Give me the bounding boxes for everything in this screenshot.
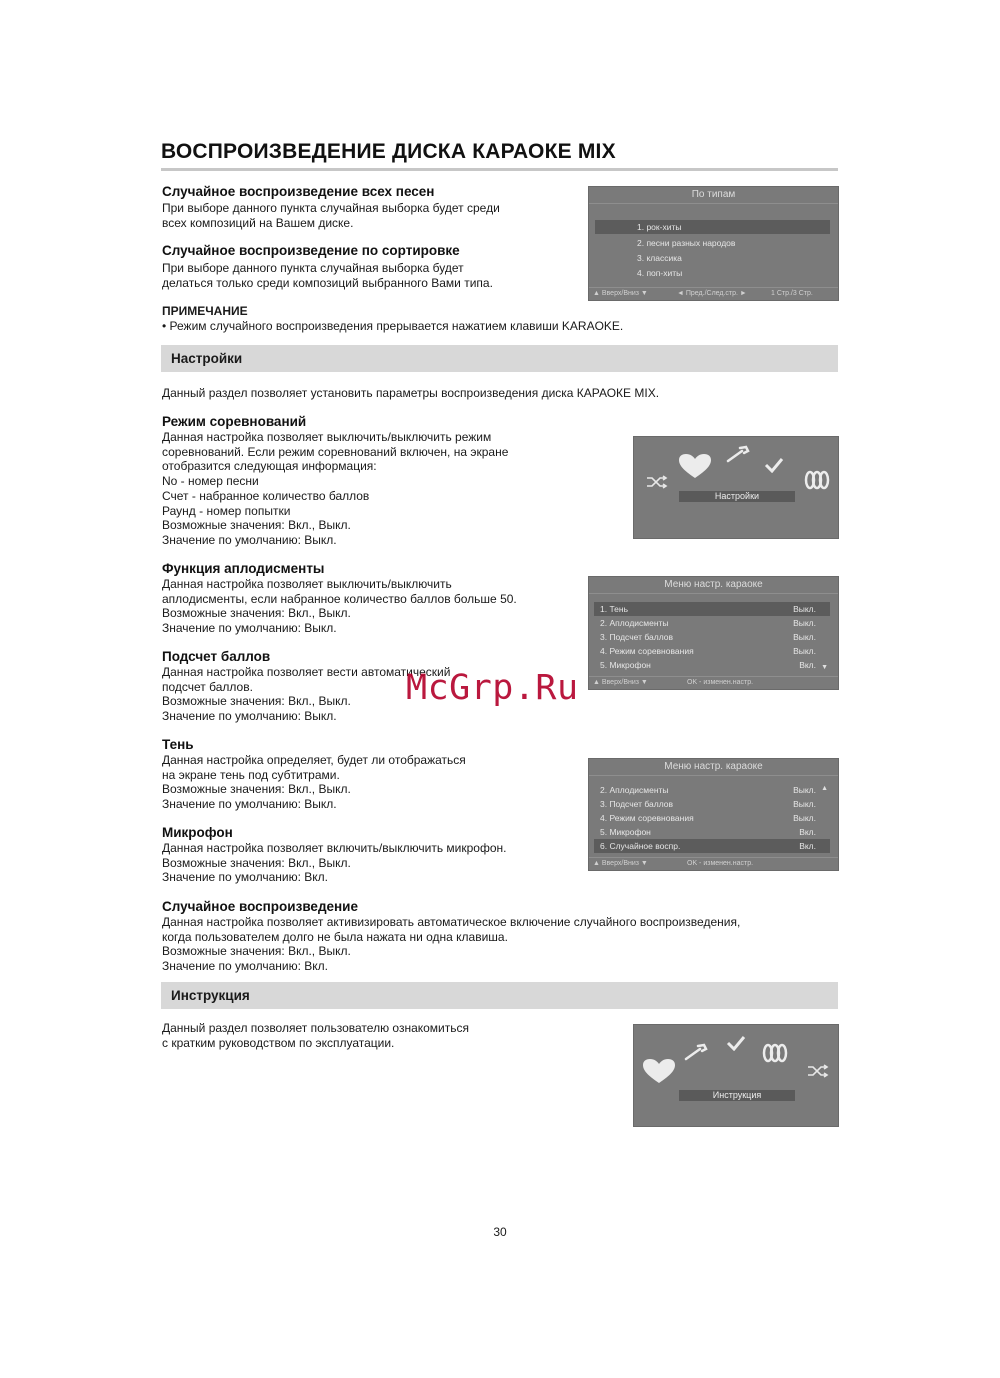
footer-ok: OK - изменен.настр. bbox=[687, 679, 754, 686]
text-line: Значение по умолчанию: Вкл. bbox=[162, 959, 328, 974]
row-label: 4. Режим соревнования bbox=[600, 646, 694, 656]
text-line: делаться только среди композиций выбранного Вами типа. bbox=[162, 275, 493, 290]
competition-heading: Режим соревнований bbox=[162, 414, 307, 429]
text-line: Возможные значения: Вкл., Выкл. bbox=[162, 944, 351, 959]
text-line: No - номер песни bbox=[162, 474, 259, 489]
menu-row[interactable] bbox=[594, 825, 830, 839]
text-line: на экране тень под субтитрами. bbox=[162, 767, 340, 782]
random-sort-text bbox=[162, 261, 493, 290]
text-line: соревнований. Если режим соревнований включен, на экране bbox=[162, 444, 509, 459]
text-line: Возможные значения: Вкл., Выкл. bbox=[162, 694, 351, 709]
random-all-heading: Случайное воспроизведение всех песен bbox=[162, 184, 435, 199]
scroll-down-icon[interactable]: ▼ bbox=[821, 664, 828, 671]
text-line: с кратким руководством по эксплуатации. bbox=[162, 1035, 395, 1050]
check-icon bbox=[726, 1035, 746, 1051]
settings-intro: Данный раздел позволяет установить параметры воспроизведения диска КАРАОКЕ MIX. bbox=[162, 386, 660, 400]
types-menu-footer bbox=[589, 287, 838, 300]
menu-row[interactable] bbox=[594, 783, 830, 797]
text-line: Данная настройка позволяет выключить/выключить bbox=[162, 577, 452, 591]
menu-row[interactable] bbox=[594, 644, 830, 658]
text-line: Значение по умолчанию: Выкл. bbox=[162, 797, 337, 812]
row-value: Выкл. bbox=[793, 632, 816, 642]
text-line: Возможные значения: Вкл., Выкл. bbox=[162, 518, 351, 533]
footer-updown: ▲ Вверх/Вниз ▼ bbox=[593, 290, 648, 297]
text-line: аплодисменты, если набранное количество баллов больше 50. bbox=[162, 591, 517, 606]
text-line: Возможные значения: Вкл., Выкл. bbox=[162, 782, 351, 797]
row-label: 5. Микрофон bbox=[600, 827, 651, 837]
footer-updown: ▲ Вверх/Вниз ▼ bbox=[593, 860, 648, 867]
footer-pages: 1 Стр./3 Стр. bbox=[771, 290, 813, 297]
check-icon bbox=[764, 457, 784, 473]
row-label: 5. Микрофон bbox=[600, 660, 651, 670]
row-label: 6. Случайное воспр. bbox=[600, 841, 681, 851]
row-value: Выкл. bbox=[793, 785, 816, 795]
text-line: Раунд - номер попытки bbox=[162, 503, 291, 518]
text-line: При выборе данного пункта случайная выборка будет bbox=[162, 261, 464, 275]
wrench-icon bbox=[726, 445, 750, 463]
shadow-text bbox=[162, 753, 466, 812]
types-menu-item[interactable] bbox=[595, 236, 830, 250]
text-line: Значение по умолчанию: Выкл. bbox=[162, 621, 337, 636]
instruction-text bbox=[162, 1021, 469, 1050]
settings-section-bar: Настройки bbox=[161, 345, 838, 372]
menu-row[interactable] bbox=[594, 630, 830, 644]
types-menu-item[interactable] bbox=[595, 251, 830, 265]
text-line: Данная настройка позволяет включить/выключить микрофон. bbox=[162, 841, 507, 855]
row-label: 4. Режим соревнования bbox=[600, 813, 694, 823]
item-label: 2. песни разных народов bbox=[637, 238, 736, 248]
menu-row[interactable] bbox=[594, 839, 830, 853]
random-all-text bbox=[162, 201, 500, 230]
settings-icon-panel bbox=[633, 436, 839, 539]
item-label: 4. поп-хиты bbox=[637, 268, 683, 278]
scroll-up-icon[interactable]: ▲ bbox=[821, 785, 828, 792]
page-title: ВОСПРОИЗВЕДЕНИЕ ДИСКА КАРАОКЕ MIX bbox=[161, 140, 616, 163]
menu-row[interactable] bbox=[594, 658, 830, 672]
row-value: Выкл. bbox=[793, 646, 816, 656]
text-line: когда пользователем долго не была нажата ни одна клавиша. bbox=[162, 929, 508, 944]
row-label: 3. Подсчет баллов bbox=[600, 799, 674, 809]
note-title: ПРИМЕЧАНИЕ bbox=[162, 304, 248, 318]
instruction-icon-panel bbox=[633, 1024, 839, 1127]
text-line: подсчет баллов. bbox=[162, 679, 253, 694]
karaoke-menu-1-footer bbox=[589, 676, 838, 689]
random-setting-text bbox=[162, 915, 740, 974]
applause-heading: Функция аплодисменты bbox=[162, 561, 325, 576]
karaoke-menu-2-footer bbox=[589, 857, 838, 870]
row-label: 2. Аплодисменты bbox=[600, 618, 669, 628]
footer-ok: OK - изменен.настр. bbox=[687, 860, 754, 867]
row-value: Вкл. bbox=[799, 827, 816, 837]
types-menu bbox=[588, 186, 839, 301]
mic-heading: Микрофон bbox=[162, 825, 233, 840]
mic-text bbox=[162, 841, 506, 885]
shadow-heading: Тень bbox=[162, 737, 194, 752]
row-label: 1. Тень bbox=[600, 604, 629, 614]
page-number: 30 bbox=[493, 1225, 507, 1239]
row-value: Выкл. bbox=[793, 799, 816, 809]
discs-icon bbox=[804, 470, 830, 490]
karaoke-menu-2-title: Меню настр. караоке bbox=[589, 759, 838, 776]
item-label: 1. рок-хиты bbox=[637, 222, 682, 232]
random-sort-heading: Случайное воспроизведение по сортировке bbox=[162, 243, 460, 258]
discs-icon bbox=[762, 1043, 788, 1063]
row-label: 3. Подсчет баллов bbox=[600, 632, 674, 642]
karaoke-menu-1 bbox=[588, 576, 839, 690]
row-value: Выкл. bbox=[793, 604, 816, 614]
text-line: Значение по умолчанию: Выкл. bbox=[162, 709, 337, 724]
menu-row[interactable] bbox=[594, 616, 830, 630]
text-line: Данная настройка определяет, будет ли отображаться bbox=[162, 753, 466, 767]
types-menu-title: По типам bbox=[589, 187, 838, 204]
row-value: Выкл. bbox=[793, 618, 816, 628]
text-line: Счет - набранное количество баллов bbox=[162, 488, 370, 503]
text-line: Возможные значения: Вкл., Выкл. bbox=[162, 855, 351, 870]
heart-icon bbox=[642, 1058, 676, 1084]
score-heading: Подсчет баллов bbox=[162, 649, 271, 664]
text-line: отобразится следующая информация: bbox=[162, 459, 377, 474]
text-line: Возможные значения: Вкл., Выкл. bbox=[162, 606, 351, 621]
wrench-icon bbox=[684, 1043, 708, 1061]
menu-row[interactable] bbox=[594, 602, 830, 616]
text-line: Данный раздел позволяет пользователю ознакомиться bbox=[162, 1021, 470, 1035]
text-line: Данная настройка позволяет активизировать автоматическое включение случайного воспроизведения, bbox=[162, 915, 741, 929]
watermark: McGrp.Ru bbox=[406, 668, 579, 708]
applause-text bbox=[162, 577, 517, 636]
text-line: Значение по умолчанию: Выкл. bbox=[162, 532, 337, 547]
row-value: Выкл. bbox=[793, 813, 816, 823]
instruction-section-bar: Инструкция bbox=[161, 982, 838, 1009]
row-label: 2. Аплодисменты bbox=[600, 785, 669, 795]
shuffle-icon bbox=[646, 475, 668, 489]
karaoke-menu-1-title: Меню настр. караоке bbox=[589, 577, 838, 594]
footer-updown: ▲ Вверх/Вниз ▼ bbox=[593, 679, 648, 686]
types-menu-item[interactable] bbox=[595, 266, 830, 280]
item-label: 3. классика bbox=[637, 253, 682, 263]
note-text: • Режим случайного воспроизведения прерывается нажатием клавиши KARAOKE. bbox=[162, 319, 624, 333]
text-line: Данная настройка позволяет вести автоматический bbox=[162, 665, 451, 679]
types-menu-item[interactable] bbox=[595, 220, 830, 234]
row-value: Вкл. bbox=[799, 660, 816, 670]
menu-row[interactable] bbox=[594, 811, 830, 825]
title-rule bbox=[161, 168, 838, 171]
text-line: Данная настройка позволяет выключить/выключить режим bbox=[162, 430, 492, 444]
competition-text bbox=[162, 430, 508, 548]
settings-panel-label: Настройки bbox=[679, 491, 795, 502]
row-value: Вкл. bbox=[799, 841, 816, 851]
random-setting-heading: Случайное воспроизведение bbox=[162, 899, 358, 914]
heart-icon bbox=[678, 453, 712, 479]
footer-prevnext: ◄ Пред./След.стр. ► bbox=[677, 290, 747, 297]
instruction-panel-label: Инструкция bbox=[679, 1090, 795, 1101]
menu-row[interactable] bbox=[594, 797, 830, 811]
shuffle-icon bbox=[807, 1064, 829, 1078]
text-line: При выборе данного пункта случайная выборка будет среди bbox=[162, 201, 500, 215]
text-line: всех композиций на Вашем диске. bbox=[162, 215, 354, 230]
text-line: Значение по умолчанию: Вкл. bbox=[162, 870, 328, 885]
karaoke-menu-2 bbox=[588, 758, 839, 871]
